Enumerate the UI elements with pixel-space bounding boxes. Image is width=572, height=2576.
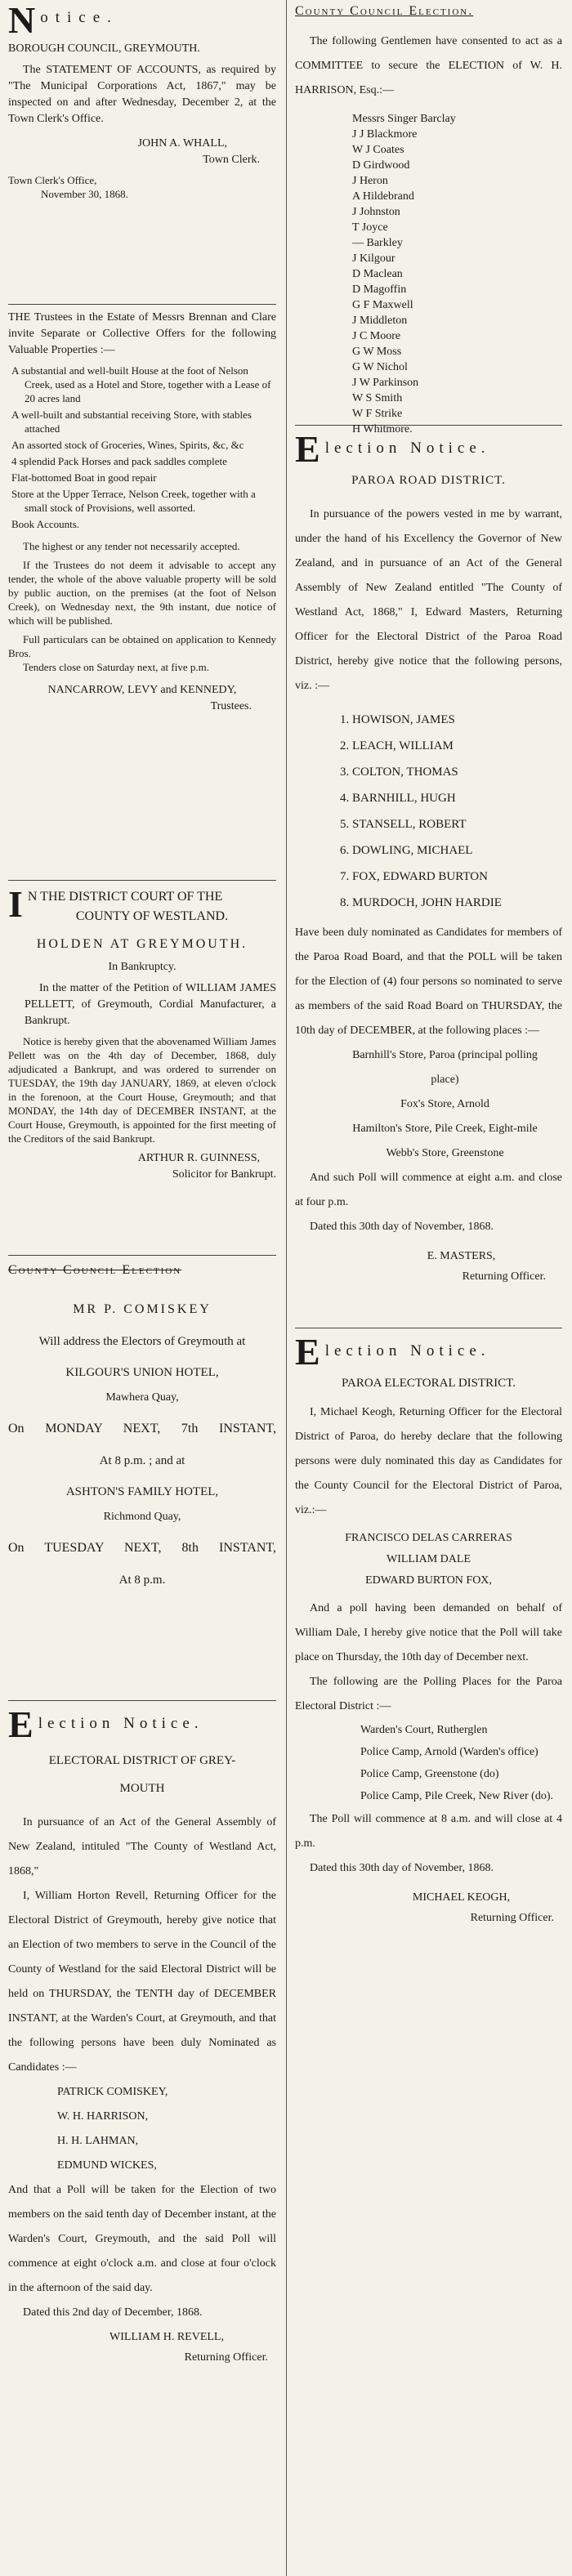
district-name: PAROA ROAD DISTRICT.: [351, 474, 506, 487]
committee-member: J Middleton: [352, 315, 408, 327]
dropcap: E: [295, 1331, 320, 1373]
committee-member: A Hildebrand: [352, 190, 414, 203]
comiskey-intro: Will address the Electors of Greymouth at: [38, 1335, 246, 1348]
polling-place: Hamilton's Store, Pile Creek, Eight-mile: [352, 1123, 538, 1135]
comiskey-notice: [8, 1256, 276, 1701]
venue-2: ASHTON'S FAMILY HOTEL,: [65, 1485, 219, 1498]
election-heading: lection Notice.: [38, 1715, 203, 1732]
candidate-name: 4. BARNHILL, HUGH: [340, 792, 456, 805]
property-item: A substantial and well-built House at the foot of Nelson Creek, used as a Hotel and Store, together with a Lease of 20 acres land: [11, 364, 271, 404]
trustees-intro: THE Trustees in the Estate of Messrs Brennan and Clare invite Separate or Collective Offers for the following Valuable Properties :—: [8, 311, 276, 356]
candidate-name: 6. DOWLING, MICHAEL: [340, 844, 473, 857]
meeting-1-time: At 8 p.m. ; and at: [99, 1454, 185, 1467]
notice-subheading: BOROUGH COUNCIL, GREYMOUTH.: [8, 42, 200, 55]
district-name: PAROA ELECTORAL DISTRICT.: [342, 1377, 516, 1390]
paroa-electoral-p2: And a poll having been demanded on behalf of William Dale, I hereby give notice that the Poll will take place on Thursday, the 10th day of December next.: [295, 1602, 562, 1663]
candidate-name: W. H. HARRISON,: [57, 2110, 149, 2123]
candidate-name: 8. MURDOCH, JOHN HARDIE: [340, 896, 502, 909]
right-column: [287, 0, 572, 2576]
dropcap: E: [8, 1703, 34, 1745]
paroa-electoral-p4: The Poll will commence at 8 a.m. and will close at 4 p.m.: [295, 1813, 562, 1850]
polling-place: Police Camp, Arnold (Warden's office): [360, 1746, 538, 1758]
court-body: Notice is hereby given that the abovenamed William James Pellett was on the 4th day of December, 1868, duly adjudicated a Bankrupt, and was ordered to surrender on TUESDAY, the 19th day JANUARY, 1869, at eleven o'clock in the forenoon, at the Court House, Greymouth; and that MONDAY, the 14th day of DECEMBER INSTANT, at the Court House, Greymouth, is appointed for the first meeting of the Creditors of the said Bankrupt.: [8, 1035, 276, 1145]
committee-member: G F Maxwell: [352, 299, 413, 311]
harrison-intro: The following Gentlemen have consented to act as a COMMITTEE to secure the ELECTION of W. H. HARRISON, Esq.:—: [295, 35, 562, 96]
committee-member: J Heron: [352, 175, 388, 187]
venue-1: KILGOUR'S UNION HOTEL,: [65, 1366, 219, 1379]
paroa-road-notice: [295, 426, 562, 1328]
paroa-road-p1: In pursuance of the powers vested in me by warrant, under the hand of his Excellency the Governor of New Zealand, and in pursuance of an Act of the General Assembly of New Zealand entitled "The County of Westland Act, 1868," I, Edward Masters, Returning Officer for the Electoral District of the Paroa Road District, hereby give notice that the following persons, viz. :—: [295, 508, 562, 692]
paroa-electoral-p1: I, Michael Keogh, Returning Officer for the Electoral District of Paroa, do hereby declare that the following persons were duly nominated this day as Candidates for the County Council for the Electoral District of Paroa, viz.:—: [295, 1406, 562, 1516]
harrison-committee: [295, 0, 562, 435]
committee-member: W F Strike: [352, 408, 403, 420]
venue-2-location: Richmond Quay,: [103, 1511, 181, 1523]
committee-member: J Kilgour: [352, 252, 395, 265]
notice-date: November 30, 1868.: [41, 188, 128, 200]
particulars-note: Full particulars can be obtained on application to Kennedy Bros.: [8, 633, 276, 659]
paroa-electoral-dated: Dated this 30th day of November, 1868.: [310, 1862, 494, 1874]
committee-member: J W Parkinson: [352, 377, 419, 389]
candidate-name: MR P. COMISKEY: [73, 1302, 212, 1316]
borough-notice: [8, 0, 276, 305]
candidate-name: 2. LEACH, WILLIAM: [340, 739, 454, 752]
signer-name: ARTHUR R. GUINNESS,: [137, 1152, 260, 1164]
election-heading: lection Notice.: [324, 1342, 490, 1359]
comiskey-heading: County Council Election: [8, 1263, 182, 1277]
committee-member: W J Coates: [352, 144, 404, 156]
signer-title: Returning Officer.: [470, 1912, 554, 1924]
polling-place: Police Camp, Pile Creek, New River (do).: [360, 1790, 554, 1802]
candidate-name: 7. FOX, EDWARD BURTON: [340, 870, 488, 883]
committee-member: Messrs Singer Barclay: [352, 113, 456, 125]
property-item: Book Accounts.: [11, 518, 80, 530]
polling-place: Webb's Store, Greenstone: [386, 1147, 504, 1159]
candidate-name: FRANCISCO DELAS CARRERAS: [345, 1532, 512, 1544]
property-item: A well-built and substantial receiving Store, with stables attached: [11, 408, 252, 435]
paroa-electoral-notice: [295, 1328, 562, 1933]
harrison-heading: County Council Election.: [295, 4, 474, 18]
signer-title: Returning Officer.: [184, 2351, 268, 2364]
paroa-road-p2: Have been duly nominated as Candidates for members of the Paroa Road Board, and that the POLL will be taken for the Election of (4) four persons so nominated to serve as members of the said Road Board on THURSDAY, the 10th day of DECEMBER, at the following places :—: [295, 926, 562, 1037]
meeting-2-time: At 8 p.m.: [118, 1574, 166, 1587]
committee-member: D Maclean: [352, 268, 403, 280]
grey-p1: In pursuance of an Act of the General Assembly of New Zealand, intituled "The County of Westland Act, 1868,": [8, 1816, 276, 1877]
paroa-road-dated: Dated this 30th day of November, 1868.: [310, 1221, 494, 1233]
paroa-electoral-p3: The following are the Polling Places for the Paroa Electoral District :—: [295, 1676, 562, 1712]
candidate-name: EDWARD BURTON FOX,: [365, 1574, 492, 1587]
signer-name: JOHN A. WHALL,: [137, 137, 227, 150]
property-item: 4 splendid Pack Horses and pack saddles complete: [11, 455, 227, 467]
signer-title: Town Clerk.: [203, 154, 260, 166]
court-matter: In the matter of the Petition of WILLIAM JAMES PELLETT, of Greymouth, Cordial Manufacturer, a Bankrupt.: [25, 982, 276, 1027]
property-item: Store at the Upper Terrace, Nelson Creek, together with a small stock of Provisions, well assorted.: [11, 488, 256, 514]
trustees-signers: NANCARROW, LEVY and KENNEDY,: [47, 684, 237, 696]
signer-name: E. MASTERS,: [427, 1250, 496, 1262]
venue-1-location: Mawhera Quay,: [105, 1391, 179, 1404]
trustees-notice: [8, 305, 276, 881]
dropcap: I: [8, 883, 23, 925]
committee-member: G W Nichol: [352, 361, 408, 373]
property-item: An assorted stock of Groceries, Wines, Spirits, &c, &c: [11, 439, 244, 451]
grey-p3: And that a Poll will be taken for the Election of two members on the said tenth day of December instant, at the Warden's Court, Greymouth, and the said Poll will commence at eight o'clock a.m. and close at four o'clock in the afternoon of the said day.: [8, 2184, 276, 2294]
dropcap: N: [8, 0, 36, 41]
paroa-road-p3: And such Poll will commence at eight a.m. and close at four p.m.: [295, 1172, 562, 1208]
tender-note: The highest or any tender not necessarily accepted.: [23, 540, 240, 552]
polling-place: Police Camp, Greenstone (do): [360, 1768, 499, 1780]
court-holden: HOLDEN AT GREYMOUTH.: [36, 937, 248, 951]
committee-member: H Whitmore.: [352, 423, 413, 435]
committee-member: — Barkley: [352, 237, 403, 249]
notice-heading: otice.: [40, 9, 118, 26]
property-item: Flat-bottomed Boat in good repair: [11, 471, 157, 484]
court-notice: [8, 881, 276, 1256]
polling-place: Barnhill's Store, Paroa (principal polling place): [352, 1049, 538, 1086]
district-name: ELECTORAL DISTRICT OF GREY-MOUTH: [48, 1754, 236, 1795]
court-heading-1: N THE DISTRICT COURT OF THE: [27, 890, 223, 904]
dropcap: E: [295, 428, 320, 470]
committee-member: D Magoffin: [352, 283, 407, 296]
office-line: Town Clerk's Office,: [8, 174, 97, 186]
close-note: Tenders close on Saturday next, at five p.m.: [23, 661, 209, 673]
candidate-name: EDMUND WICKES,: [57, 2159, 157, 2172]
notice-body: The STATEMENT OF ACCOUNTS, as required by "The Municipal Corporations Act, 1867," may be inspected on and after Wednesday, December 2, at the Town Clerk's Office.: [8, 64, 276, 125]
auction-note: If the Trustees do not deem it advisable to accept any tender, the whole of the above valuable property will be sold by public auction, on the premises (at the foot of Nelson Creek), on Wednesday next, the 9th instant, due notice of which will be published.: [8, 559, 276, 627]
candidate-name: 3. COLTON, THOMAS: [340, 766, 458, 779]
committee-member: T Joyce: [352, 221, 388, 234]
candidate-name: 1. HOWISON, JAMES: [340, 713, 455, 726]
polling-place: Warden's Court, Rutherglen: [360, 1724, 488, 1736]
committee-member: W S Smith: [352, 392, 403, 404]
signer-title: Solicitor for Bankrupt.: [172, 1168, 276, 1181]
grey-election-notice: [8, 1701, 276, 2373]
polling-place: Fox's Store, Arnold: [400, 1098, 489, 1110]
court-bankruptcy: In Bankruptcy.: [108, 961, 177, 973]
court-heading-2: COUNTY OF WESTLAND.: [75, 909, 229, 923]
signer-name: MICHAEL KEOGH,: [412, 1891, 511, 1904]
grey-p2: I, William Horton Revell, Returning Officer for the Electoral District of Greymouth, hereby give notice that an Election of two members to serve in the Council of the County of Westland for the said Electoral District will be held on THURSDAY, the TENTH day of DECEMBER INSTANT, at the Warden's Court, at Greymouth, and that the following persons have been duly Nominated as Candidates :—: [8, 1890, 276, 2074]
candidate-name: H. H. LAHMAN,: [57, 2135, 139, 2147]
committee-member: J Johnston: [352, 206, 400, 218]
committee-member: J C Moore: [352, 330, 401, 342]
candidate-name: PATRICK COMISKEY,: [57, 2086, 168, 2098]
candidate-name: WILLIAM DALE: [386, 1553, 471, 1565]
committee-member: G W Moss: [352, 346, 402, 358]
grey-dated: Dated this 2nd day of December, 1868.: [23, 2306, 203, 2319]
candidate-name: 5. STANSELL, ROBERT: [340, 818, 467, 831]
signer-title: Returning Officer.: [462, 1270, 546, 1283]
meeting-2-date: On TUESDAY NEXT, 8th INSTANT,: [8, 1541, 276, 1555]
committee-member: D Girdwood: [352, 159, 410, 172]
signer-name: WILLIAM H. REVELL,: [109, 2331, 224, 2343]
meeting-1-date: On MONDAY NEXT, 7th INSTANT,: [8, 1422, 276, 1435]
election-heading: lection Notice.: [324, 440, 490, 457]
committee-member: J J Blackmore: [352, 128, 418, 141]
trustees-title: Trustees.: [210, 700, 252, 712]
